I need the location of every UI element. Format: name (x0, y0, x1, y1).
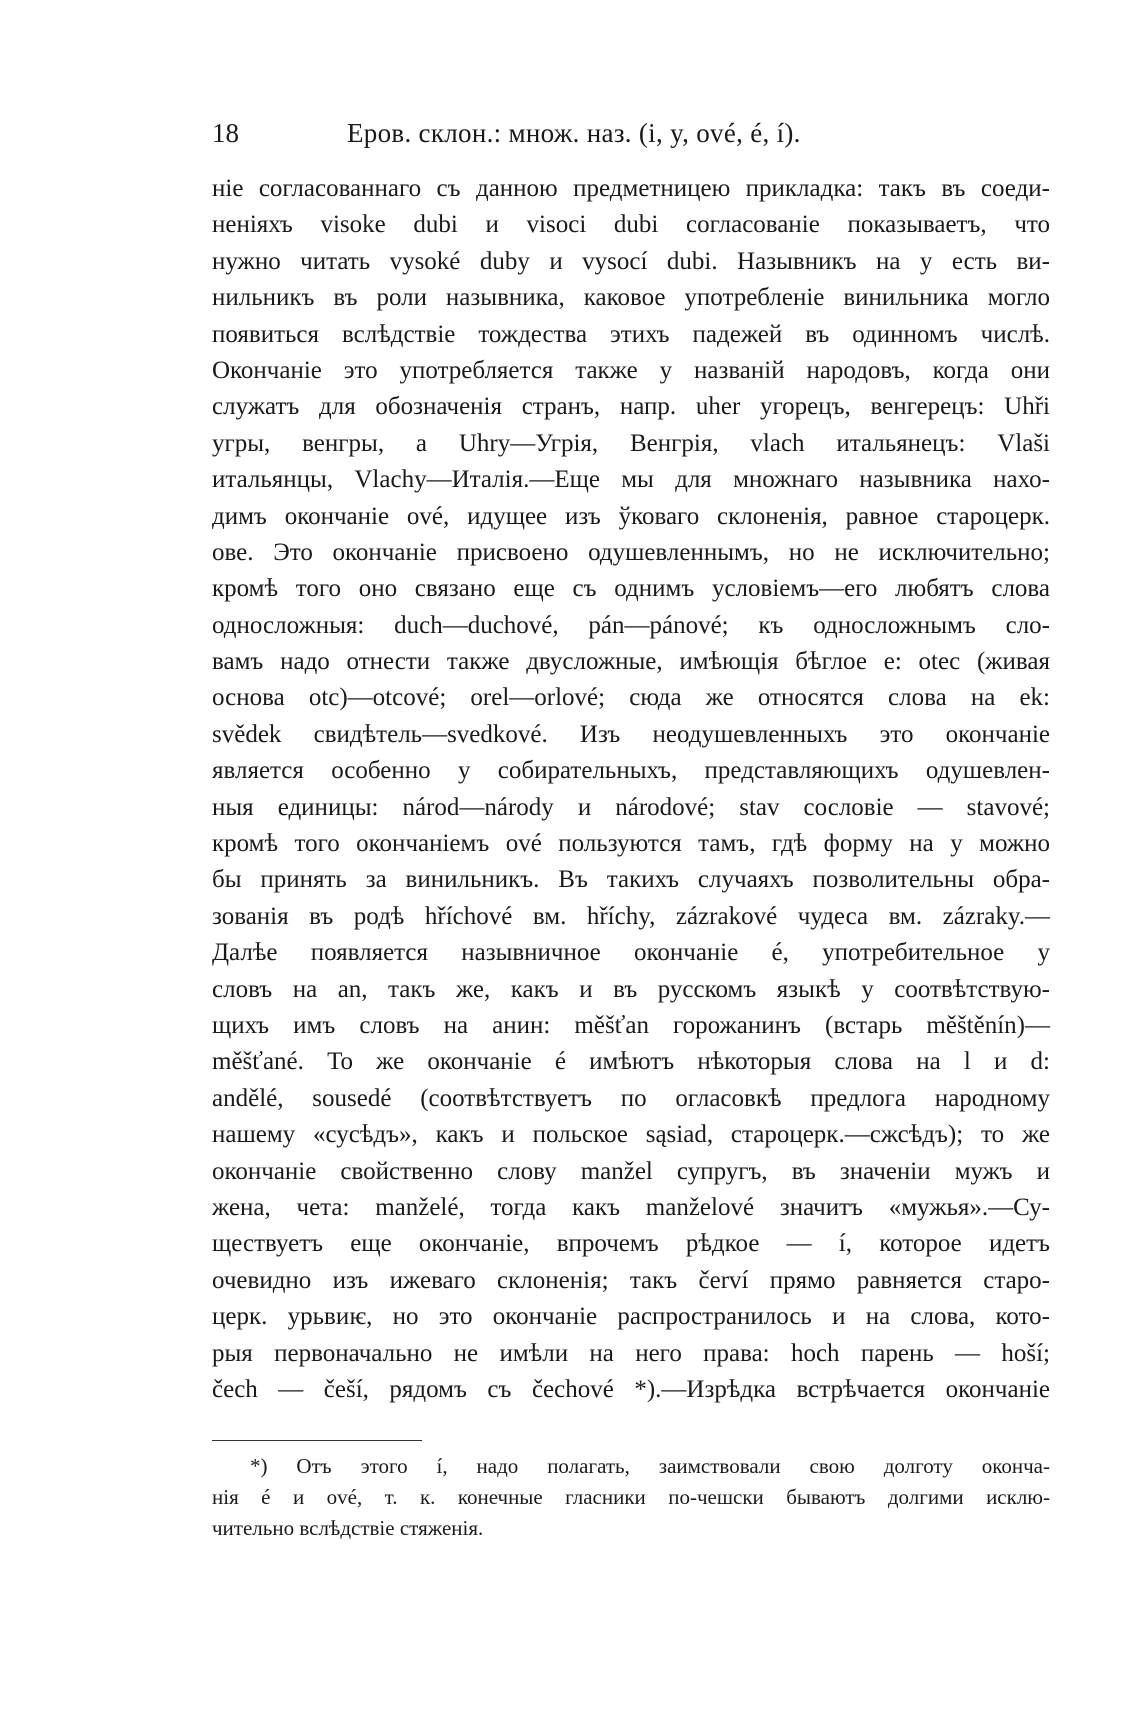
footnote-line: *) Отъ этого í, надо полагать, заимствовали свою долготу оконча- (250, 1454, 1050, 1479)
body-text (212, 171, 1050, 1408)
text-line: димъ окончаніе ové, идущее изъ ўковаго склоненія, равное староцерк. (212, 502, 1050, 530)
text-line: вамъ надо отнести также двусложные, имѣющія бѣглое e: otec (живая (212, 648, 1050, 676)
footnote (212, 1451, 1050, 1544)
text-line: ове. Это окончаніе присвоено одушевленнымъ, но не исключительно; (212, 538, 1050, 566)
text-line: ществуетъ еще окончаніе, впрочемъ рѣдкое — í, которое идетъ (212, 1230, 1050, 1258)
text-line: рыя первоначально не имѣли на него права: hoch парень — hoší; (212, 1339, 1050, 1367)
text-line: является особенно у собирательныхъ, представляющихъ одушевлен- (212, 757, 1050, 785)
page-header (212, 118, 1050, 158)
text-line: svědek свидѣтель—svedkové. Изъ неодушевленныхъ это окончаніе (212, 720, 1050, 748)
text-line: служатъ для обозначенія странъ, напр. uher угорецъ, венгерецъ: Uhři (212, 393, 1050, 421)
text-line: кромѣ того окончаніемъ ové пользуются тамъ, гдѣ форму на у можно (212, 830, 1050, 858)
text-line: появиться вслѣдствіе тождества этихъ падежей въ одинномъ числѣ. (212, 320, 1050, 348)
text-line: церк. урьвиѥ, но это окончаніе распространилось и на слова, кото- (212, 1303, 1050, 1331)
text-line: měšťané. То же окончаніе é имѣютъ нѣкоторыя слова на l и d: (212, 1048, 1050, 1076)
text-line: щихъ имъ словъ на анин: měšťan горожанинъ (встарь měštěnín)— (212, 1011, 1050, 1039)
text-line: Окончаніе это употребляется также у названій народовъ, когда они (212, 356, 1050, 384)
text-line: окончаніе свойственно слову manžel супругъ, въ значеніи мужъ и (212, 1157, 1050, 1185)
text-line: очевидно изъ ижеваго склоненія; такъ červí прямо равняется старо- (212, 1266, 1050, 1294)
text-line: зованія въ родѣ hříchové вм. hříchy, zázrakové чудеса вм. zázraky.— (212, 902, 1050, 930)
text-line: односложныя: duch—duchové, pán—pánové; къ односложнымъ сло- (212, 611, 1050, 639)
text-line: ніе согласованнаго съ данною предметницею прикладка: такъ въ соеди- (212, 175, 1050, 202)
text-line: нужно читать vysoké duby и vysocí dubi. Назывникъ на y есть ви- (212, 247, 1050, 275)
footnote-line: чительно вслѣдствіе стяженія. (212, 1516, 484, 1541)
text-line: нильникъ въ роли назывника, каковое употребленіе винильника могло (212, 284, 1050, 312)
text-line: нашему «сусѣдъ», какъ и польское sąsiad, староцерк.—сжсѣдъ); то же (212, 1121, 1050, 1149)
footnote-line: нія é и ové, т. к. конечные гласники по-чешски бываютъ долгими исклю- (212, 1485, 1050, 1510)
text-line: неніяхъ visoke dubi и visoci dubi согласованіе показываетъ, что (212, 211, 1050, 239)
text-line: жена, чета: manželé, тогда какъ manželové значитъ «мужья».—Су- (212, 1193, 1050, 1221)
text-line: čech — češí, рядомъ съ čechové *).—Изрѣдка встрѣчается окончаніе (212, 1375, 1050, 1403)
text-line: ныя единицы: národ—národy и národové; stav сословіе — stavové; (212, 793, 1050, 821)
page-number: 18 (212, 118, 239, 148)
text-line: итальянцы, Vlachy—Италія.—Еще мы для множнаго назывника нахо- (212, 466, 1050, 494)
text-line: словъ на an, такъ же, какъ и въ русскомъ языкѣ у соотвѣтствую- (212, 975, 1050, 1003)
text-line: andělé, sousedé (соотвѣтствуетъ по огласовкѣ предлога народному (212, 1084, 1050, 1112)
footnote-rule (212, 1440, 422, 1441)
book-page (212, 118, 1050, 1544)
text-line: бы принять за винильникъ. Въ такихъ случаяхъ позволительны обра- (212, 866, 1050, 894)
text-line: основа otc)—otcové; orel—orlové; сюда же относятся слова на ek: (212, 684, 1050, 712)
running-head: Еров. склон.: множ. наз. (i, y, ové, é, í). (347, 118, 801, 148)
text-line: угры, венгры, а Uhry—Угрія, Венгрія, vlach итальянецъ: Vlaši (212, 429, 1050, 457)
text-line: кромѣ того оно связано еще съ однимъ условіемъ—его любятъ слова (212, 575, 1050, 603)
text-line: Далѣе появляется назывничное окончаніе é, употребительное у (212, 939, 1050, 967)
